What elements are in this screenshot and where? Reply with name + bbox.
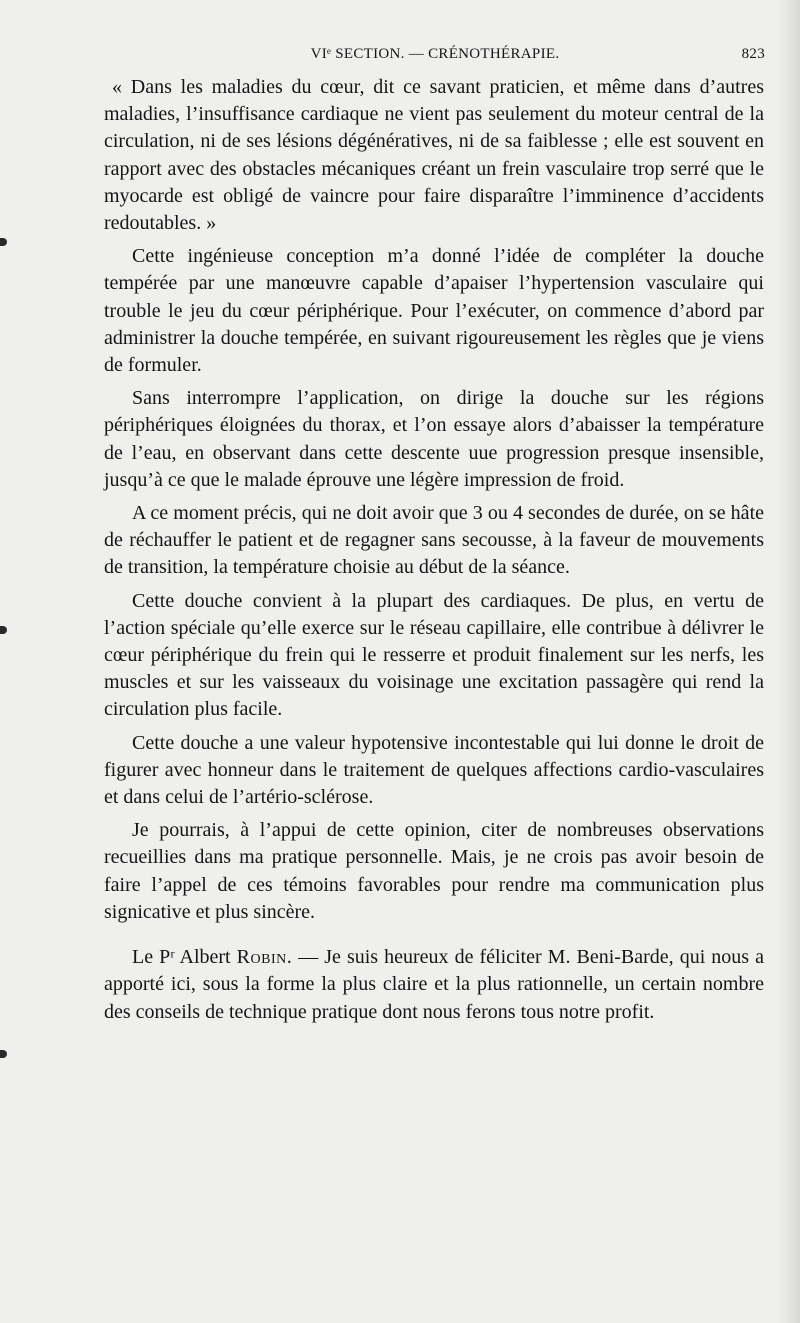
paragraph: Sans interrompre l’application, on dirige la douche sur les régions périphériques éloignées du thorax, et l’on essaye alors d’abaisser la température de l’eau, en observant dans cette descente uue progression presque insensible, jusqu’à ce que le malade éprouve une légère impression de froid. [104, 387, 764, 491]
page-edge-shadow [778, 0, 800, 1323]
margin-mark [0, 626, 7, 634]
page-number: 823 [741, 46, 765, 62]
paragraph-quote: « Dans les maladies du cœur, dit ce savant praticien, et même dans d’autres maladies, l’insuffisance cardiaque ne vient pas seulement du moteur central de la circulation, ni de ses lésions dégénératives, ni de sa faiblesse ; elle est souvent en rapport avec des obstacles mécaniques créant un frein vasculaire trop serré que le myocarde est obligé de vaincre pour faire disparaître l’imminence d’accidents redoutables. » [104, 76, 764, 235]
paragraph: Cette ingénieuse conception m’a donné l’idée de compléter la douche tempérée par une manœuvre capable d’apaiser l’hypertension vasculaire qui trouble le jeu du cœur périphérique. Pour l’exécuter, on commence d’abord par administrer la douche tempérée, en suivant rigoureusement les règles que je viens de formuler. [104, 245, 764, 377]
margin-mark [0, 1050, 7, 1058]
running-head [105, 46, 765, 70]
body-text [104, 74, 764, 1032]
paragraph: Cette douche a une valeur hypotensive incontestable qui lui donne le droit de figurer avec honneur dans le traitement de quelques affections cardio-vasculaires et dans celui de l’artério-sclérose. [104, 731, 764, 809]
paragraph: A ce moment précis, qui ne doit avoir que 3 ou 4 secondes de durée, on se hâte de réchauffer le patient et de regagner sans secousse, à la faveur de mouvements de transition, la température choisie au début de la séance. [104, 502, 764, 579]
speaker-prefix: Le Pʳ Albert [132, 946, 237, 969]
paragraph: Je pourrais, à l’appui de cette opinion, citer de nombreuses observations recueillies dans ma pratique personnelle. Mais, je ne crois pas avoir besoin de faire l’appel de ces témoins favorables pour rendre ma communication plus signicative et plus sincère. [104, 819, 764, 923]
margin-mark [0, 238, 7, 246]
speaker-name: Robin. [236, 946, 293, 969]
paragraph-robin [104, 944, 764, 1026]
running-head-title: VIᵉ SECTION. — CRÉNOTHÉRAPIE. [310, 46, 560, 62]
paragraph: Cette douche convient à la plupart des cardiaques. De plus, en vertu de l’action spéciale qu’elle exerce sur le réseau capillaire, elle contribue à délivrer le cœur périphérique du frein qui le resserre et produit finalement sur les nerfs, les muscles et sur les vaisseaux du voisinage une excitation passagère qui rend la circulation plus facile. [104, 589, 764, 721]
speaker-statement: — Je suis heureux de féliciter M. Beni-Barde, qui nous a apporté ici, sous la forme la plus claire et la plus rationnelle, un certain nombre des conseils de technique pratique dont nous ferons tous notre profit. [104, 946, 764, 1023]
